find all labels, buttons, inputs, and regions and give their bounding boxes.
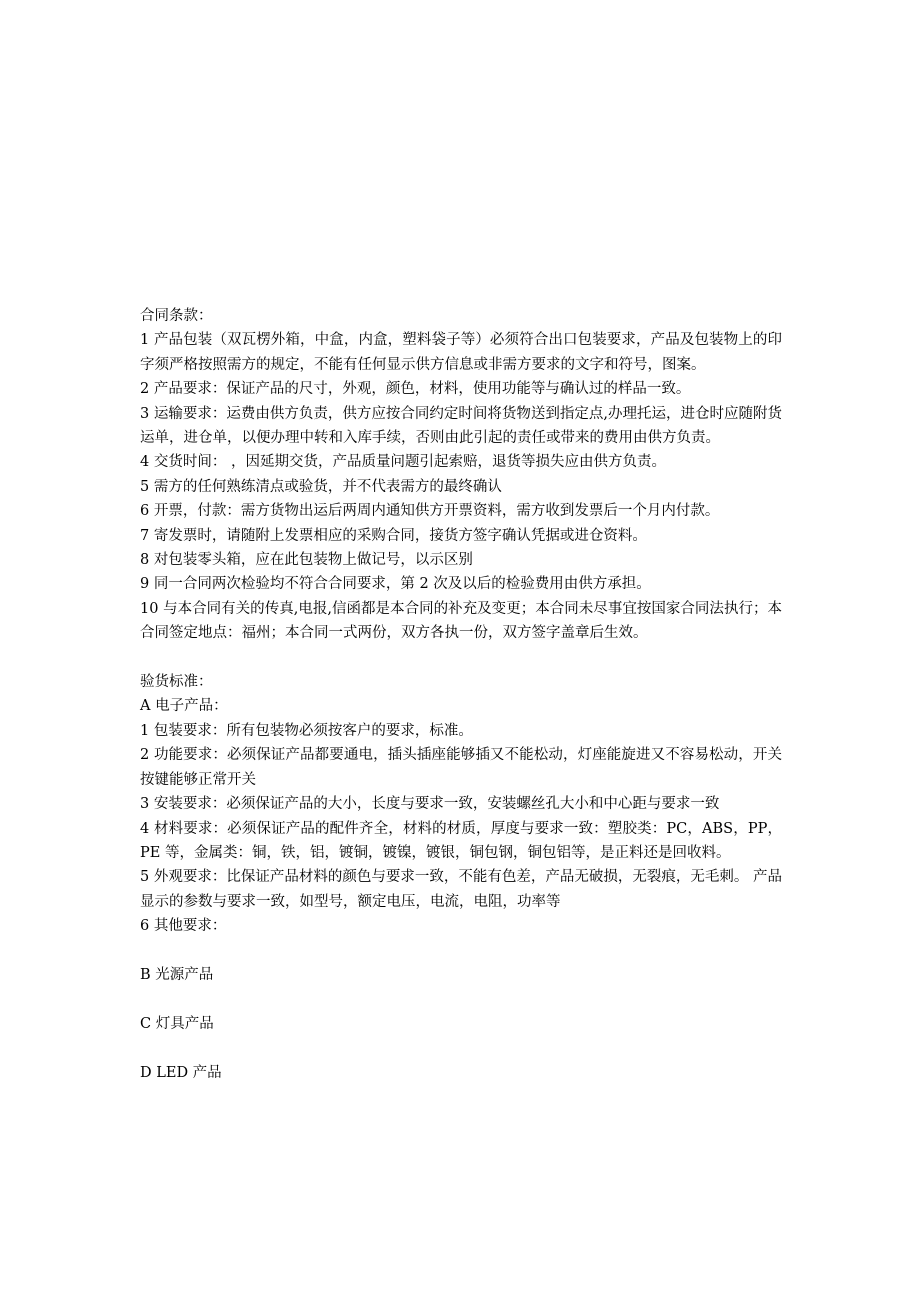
- blank-line: [140, 987, 782, 1011]
- inspection-requirement: 6 其他要求：: [140, 918, 227, 935]
- contract-clause: 3 运输要求：运费由供方负责，供方应按合同约定时间将货物送到指定点,办理托运，进仓时应随附货运单，进仓单，以便办理中转和入库手续，否则由此引起的责任或带来的费用由供方负责。: [140, 405, 782, 447]
- electronics-heading: A 电子产品：: [140, 698, 228, 715]
- category-lamps: C 灯具产品: [140, 1015, 214, 1032]
- document-body: [140, 304, 782, 1085]
- blank-line: [140, 939, 782, 963]
- contract-clause: 9 同一合同两次检验均不符合合同要求，第 2 次及以后的检验费用由供方承担。: [140, 576, 651, 593]
- contract-clause: 2 产品要求：保证产品的尺寸，外观，颜色，材料，使用功能等与确认过的样品一致。: [140, 381, 691, 398]
- inspection-requirement: 5 外观要求：比保证产品材料的颜色与要求一致，不能有色差，产品无破损，无裂痕，无毛刺。 产品显示的参数与要求一致，如型号，额定电压，电流，电阻，功率等: [140, 869, 782, 910]
- inspection-requirement: 2 功能要求：必须保证产品都要通电，插头插座能够插又不能松动，灯座能旋进又不容易松动，开关按键能够正常开关: [140, 747, 782, 788]
- inspection-requirement: 4 材料要求：必须保证产品的配件齐全，材料的材质，厚度与要求一致：塑胶类：PC，ABS，PP，PE 等，金属类：铜，铁，铝，镀铜，镀镍，镀银，铜包钢，铜包铝等，是正料还是回收料。: [140, 820, 782, 861]
- contract-clause: 7 寄发票时，请随附上发票相应的采购合同，接货方签字确认凭据或进仓资料。: [140, 527, 647, 544]
- contract-clause: 1 产品包装（双瓦楞外箱，中盒，内盒，塑料袋子等）必须符合出口包装要求，产品及包装物上的印字须严格按照需方的规定，不能有任何显示供方信息或非需方要求的文字和符号，图案。: [140, 332, 782, 373]
- category-light-source: B 光源产品: [140, 966, 214, 983]
- inspection-requirement: 3 安装要求：必须保证产品的大小，长度与要求一致，安装螺丝孔大小和中心距与要求一致: [140, 796, 720, 813]
- inspection-heading: 验货标准：: [140, 674, 213, 691]
- contract-heading: 合同条款：: [140, 308, 213, 324]
- contract-clause: 8 对包装零头箱，应在此包装物上做记号，以示区别: [140, 552, 473, 569]
- blank-line: [140, 646, 782, 670]
- inspection-requirement: 1 包装要求：所有包装物必须按客户的要求，标准。: [140, 722, 473, 739]
- contract-clause: 6 开票，付款：需方货物出运后两周内通知供方开票资料，需方收到发票后一个月内付款。: [140, 503, 720, 520]
- contract-clause: 5 需方的任何熟练清点或验货，并不代表需方的最终确认: [140, 478, 502, 495]
- category-led: D LED 产品: [140, 1064, 222, 1081]
- contract-clause: 4 交货时间： ，因延期交货，产品质量问题引起索赔，退货等损失应由供方负责。: [140, 454, 666, 471]
- contract-clause: 10 与本合同有关的传真,电报,信函都是本合同的补充及变更；本合同未尽事宜按国家合同法执行；本合同签定地点：福州；本合同一式两份，双方各执一份，双方签字盖章后生效。: [140, 600, 782, 642]
- blank-line: [140, 1036, 782, 1060]
